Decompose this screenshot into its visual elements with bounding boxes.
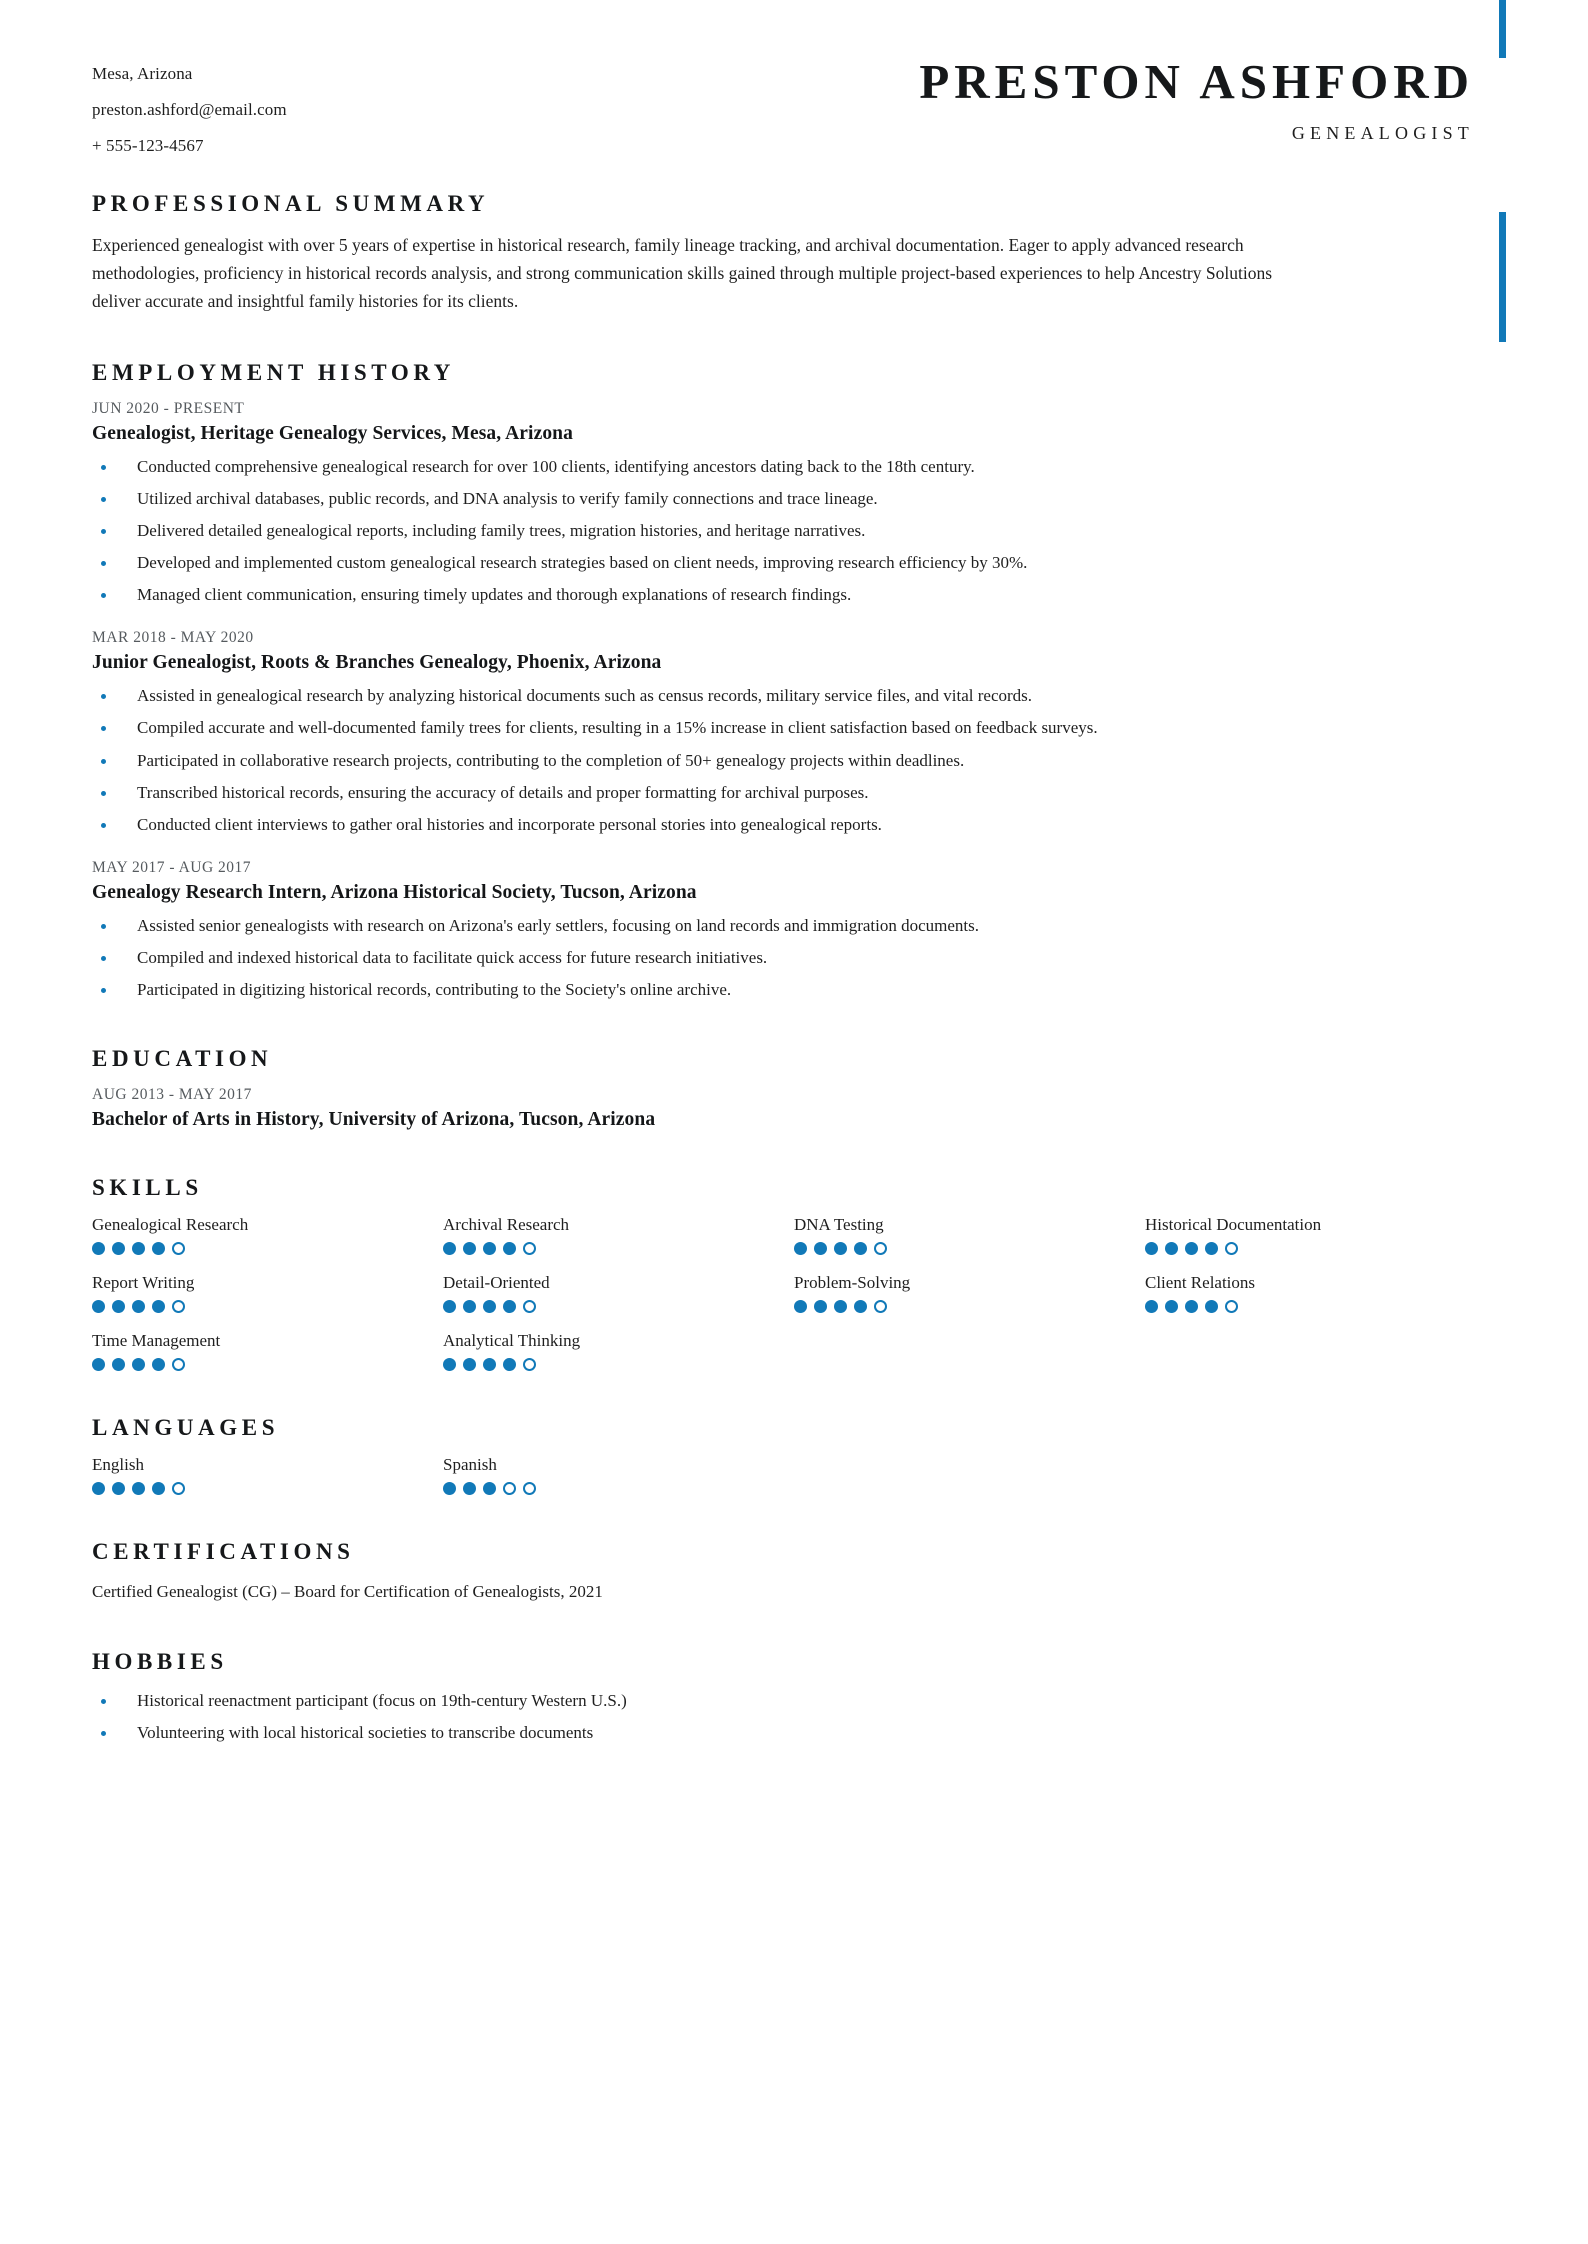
rating-dot-filled [112, 1482, 125, 1495]
rating-dot-filled [1205, 1300, 1218, 1313]
entry-bullet: Conducted client interviews to gather oral histories and incorporate personal stories into genealogical reports. [92, 813, 1496, 837]
rating-dot-empty [172, 1300, 185, 1313]
rating-dot-empty [1225, 1300, 1238, 1313]
candidate-job-title: GENEALOGIST [1291, 123, 1474, 144]
rating-dot-filled [443, 1482, 456, 1495]
rating-dot-filled [92, 1358, 105, 1371]
section-title-certifications: CERTIFICATIONS [92, 1539, 355, 1565]
rating-dot-filled [152, 1358, 165, 1371]
rating-label: Historical Documentation [1145, 1215, 1322, 1235]
rating-item [443, 1215, 794, 1255]
entry-bullet-list [92, 914, 1496, 1002]
rating-dot-filled [443, 1358, 456, 1371]
entry-bullet: Developed and implemented custom genealogical research strategies based on client needs, improving research efficiency by 30%. [92, 551, 1496, 575]
entry-date: MAR 2018 - MAY 2020 [92, 629, 254, 647]
certification-item: Certified Genealogist (CG) – Board for Certification of Genealogists, 2021 [92, 1582, 603, 1602]
rating-item [92, 1455, 443, 1495]
entry-bullet: Compiled accurate and well-documented family trees for clients, resulting in a 15% increase in client satisfaction based on feedback surveys. [92, 716, 1496, 740]
rating-dot-filled [132, 1358, 145, 1371]
rating-dots [92, 1300, 443, 1313]
employment-entry-list [92, 400, 1496, 1003]
section-languages [92, 1415, 1496, 1495]
section-hobbies [92, 1649, 1496, 1745]
rating-dot-filled [112, 1300, 125, 1313]
rating-label: Genealogical Research [92, 1215, 249, 1235]
rating-dot-filled [112, 1358, 125, 1371]
rating-dot-filled [132, 1242, 145, 1255]
resume-body [0, 191, 1588, 1745]
rating-dot-filled [1145, 1242, 1158, 1255]
rating-label: Archival Research [443, 1215, 570, 1235]
rating-dot-filled [1165, 1300, 1178, 1313]
entry-heading: Junior Genealogist, Roots & Branches Genealogy, Phoenix, Arizona [92, 652, 662, 674]
entry-bullet: Participated in digitizing historical records, contributing to the Society's online archive. [92, 978, 1496, 1002]
section-education [92, 1046, 1496, 1131]
rating-dot-filled [132, 1482, 145, 1495]
rating-dot-empty [1225, 1242, 1238, 1255]
rating-dot-filled [152, 1482, 165, 1495]
skills-grid [92, 1215, 1496, 1371]
rating-dot-filled [794, 1300, 807, 1313]
resume-header [0, 0, 1588, 165]
contact-location: Mesa, Arizona [92, 64, 193, 83]
entry-bullet-list [92, 684, 1496, 837]
rating-dots [794, 1242, 1145, 1255]
rating-label: Time Management [92, 1331, 221, 1351]
rating-dot-filled [483, 1358, 496, 1371]
rating-item [1145, 1215, 1496, 1255]
entry-bullet: Managed client communication, ensuring timely updates and thorough explanations of research findings. [92, 583, 1496, 607]
entry-heading: Genealogist, Heritage Genealogy Services, Mesa, Arizona [92, 422, 573, 444]
rating-dots [443, 1482, 794, 1495]
rating-dot-filled [503, 1300, 516, 1313]
section-title-education: EDUCATION [92, 1046, 273, 1072]
education-entry-list [92, 1086, 1496, 1131]
hobby-item: Volunteering with local historical societies to transcribe documents [92, 1721, 1496, 1745]
entry-heading: Bachelor of Arts in History, University of Arizona, Tucson, Arizona [92, 1109, 656, 1131]
entry-bullet: Participated in collaborative research projects, contributing to the completion of 50+ genealogy projects within deadlines. [92, 749, 1496, 773]
hobbies-list [92, 1689, 1496, 1745]
name-block [919, 0, 1496, 144]
certifications-list [92, 1579, 1496, 1605]
rating-item [794, 1215, 1145, 1255]
entry-bullet: Conducted comprehensive genealogical research for over 100 clients, identifying ancestors dating back to the 18th century. [92, 455, 1496, 479]
rating-dot-filled [483, 1242, 496, 1255]
rating-dot-filled [854, 1300, 867, 1313]
summary-text: Experienced genealogist with over 5 years of expertise in historical research, family lineage tracking, and archival documentation. Eager to apply advanced research methodologies, proficiency in historical records analysis, and strong communication skills gained through multiple project-based experiences to help Ancestry Solutions deliver accurate and insightful family histories for its clients. [92, 234, 1273, 312]
rating-label: Analytical Thinking [443, 1331, 581, 1351]
rating-dot-filled [1165, 1242, 1178, 1255]
rating-dots [794, 1300, 1145, 1313]
section-skills [92, 1175, 1496, 1371]
rating-label: Detail-Oriented [443, 1273, 550, 1293]
rating-label: Spanish [443, 1455, 497, 1475]
rating-dot-filled [112, 1242, 125, 1255]
rating-dot-filled [794, 1242, 807, 1255]
rating-item [443, 1273, 794, 1313]
section-title-employment: EMPLOYMENT HISTORY [92, 359, 455, 385]
rating-label: Report Writing [92, 1273, 195, 1293]
rating-dot-filled [1185, 1300, 1198, 1313]
experience-entry [92, 400, 1496, 608]
section-employment-history [92, 360, 1496, 1003]
contact-block [92, 0, 287, 165]
entry-heading: Genealogy Research Intern, Arizona Historical Society, Tucson, Arizona [92, 881, 697, 903]
rating-dot-filled [463, 1482, 476, 1495]
rating-dot-empty [172, 1482, 185, 1495]
rating-dot-filled [463, 1358, 476, 1371]
rating-dot-filled [483, 1482, 496, 1495]
rating-label: DNA Testing [794, 1215, 884, 1235]
rating-dot-filled [483, 1300, 496, 1313]
rating-dot-filled [1185, 1242, 1198, 1255]
candidate-name: PRESTON ASHFORD [919, 54, 1474, 109]
rating-dot-filled [1145, 1300, 1158, 1313]
entry-bullet: Assisted senior genealogists with research on Arizona's early settlers, focusing on land records and immigration documents. [92, 914, 1496, 938]
rating-dot-empty [523, 1358, 536, 1371]
rating-dot-filled [463, 1242, 476, 1255]
rating-label: English [92, 1455, 144, 1475]
rating-dot-filled [1205, 1242, 1218, 1255]
rating-dot-filled [92, 1300, 105, 1313]
entry-bullet: Delivered detailed genealogical reports, including family trees, migration histories, and heritage narratives. [92, 519, 1496, 543]
rating-dot-empty [874, 1242, 887, 1255]
entry-bullet: Assisted in genealogical research by analyzing historical documents such as census records, military service files, and vital records. [92, 684, 1496, 708]
contact-phone[interactable]: + 555-123-4567 [92, 136, 204, 156]
rating-dot-filled [92, 1482, 105, 1495]
rating-dots [1145, 1242, 1496, 1255]
entry-bullet: Transcribed historical records, ensuring the accuracy of details and proper formatting for archival purposes. [92, 781, 1496, 805]
section-certifications [92, 1539, 1496, 1605]
contact-email[interactable]: preston.ashford@email.com [92, 100, 287, 120]
rating-item [92, 1215, 443, 1255]
rating-item [1145, 1273, 1496, 1313]
entry-date: JUN 2020 - PRESENT [92, 399, 245, 417]
rating-dot-filled [814, 1242, 827, 1255]
rating-dot-empty [523, 1482, 536, 1495]
rating-dots [1145, 1300, 1496, 1313]
rating-dots [443, 1358, 794, 1371]
section-title-skills: SKILLS [92, 1175, 203, 1201]
rating-dot-empty [503, 1482, 516, 1495]
rating-dots [443, 1300, 794, 1313]
rating-dot-filled [132, 1300, 145, 1313]
rating-label: Problem-Solving [794, 1273, 911, 1293]
rating-dot-empty [523, 1300, 536, 1313]
rating-dot-empty [172, 1358, 185, 1371]
rating-dots [92, 1358, 443, 1371]
rating-dots [92, 1242, 443, 1255]
rating-dot-filled [92, 1242, 105, 1255]
rating-item [794, 1273, 1145, 1313]
rating-item [443, 1331, 794, 1371]
rating-item [92, 1273, 443, 1313]
rating-dot-filled [834, 1300, 847, 1313]
entry-bullet-list [92, 455, 1496, 608]
rating-dot-empty [172, 1242, 185, 1255]
rating-dots [443, 1242, 794, 1255]
rating-dot-filled [152, 1242, 165, 1255]
rating-dot-empty [874, 1300, 887, 1313]
rating-item [443, 1455, 794, 1495]
rating-dot-filled [503, 1358, 516, 1371]
experience-entry [92, 1086, 1496, 1131]
section-professional-summary [92, 191, 1496, 316]
rating-dot-filled [443, 1242, 456, 1255]
rating-dots [92, 1482, 443, 1495]
rating-dot-filled [503, 1242, 516, 1255]
section-title-languages: LANGUAGES [92, 1415, 280, 1441]
rating-dot-filled [152, 1300, 165, 1313]
rating-dot-filled [814, 1300, 827, 1313]
section-title-hobbies: HOBBIES [92, 1648, 228, 1674]
rating-dot-empty [523, 1242, 536, 1255]
rating-dot-filled [834, 1242, 847, 1255]
languages-grid [92, 1455, 1496, 1495]
rating-dot-filled [443, 1300, 456, 1313]
entry-date: MAY 2017 - AUG 2017 [92, 858, 252, 876]
entry-bullet: Compiled and indexed historical data to facilitate quick access for future research initiatives. [92, 946, 1496, 970]
entry-date: AUG 2013 - MAY 2017 [92, 1086, 252, 1104]
experience-entry [92, 859, 1496, 1002]
section-title-summary: PROFESSIONAL SUMMARY [92, 190, 490, 216]
rating-item [92, 1331, 443, 1371]
rating-dot-filled [854, 1242, 867, 1255]
rating-dot-filled [463, 1300, 476, 1313]
experience-entry [92, 629, 1496, 837]
hobby-item: Historical reenactment participant (focus on 19th-century Western U.S.) [92, 1689, 1496, 1713]
entry-bullet: Utilized archival databases, public records, and DNA analysis to verify family connections and trace lineage. [92, 487, 1496, 511]
rating-label: Client Relations [1145, 1273, 1256, 1293]
accent-bar-lower [1499, 212, 1506, 342]
